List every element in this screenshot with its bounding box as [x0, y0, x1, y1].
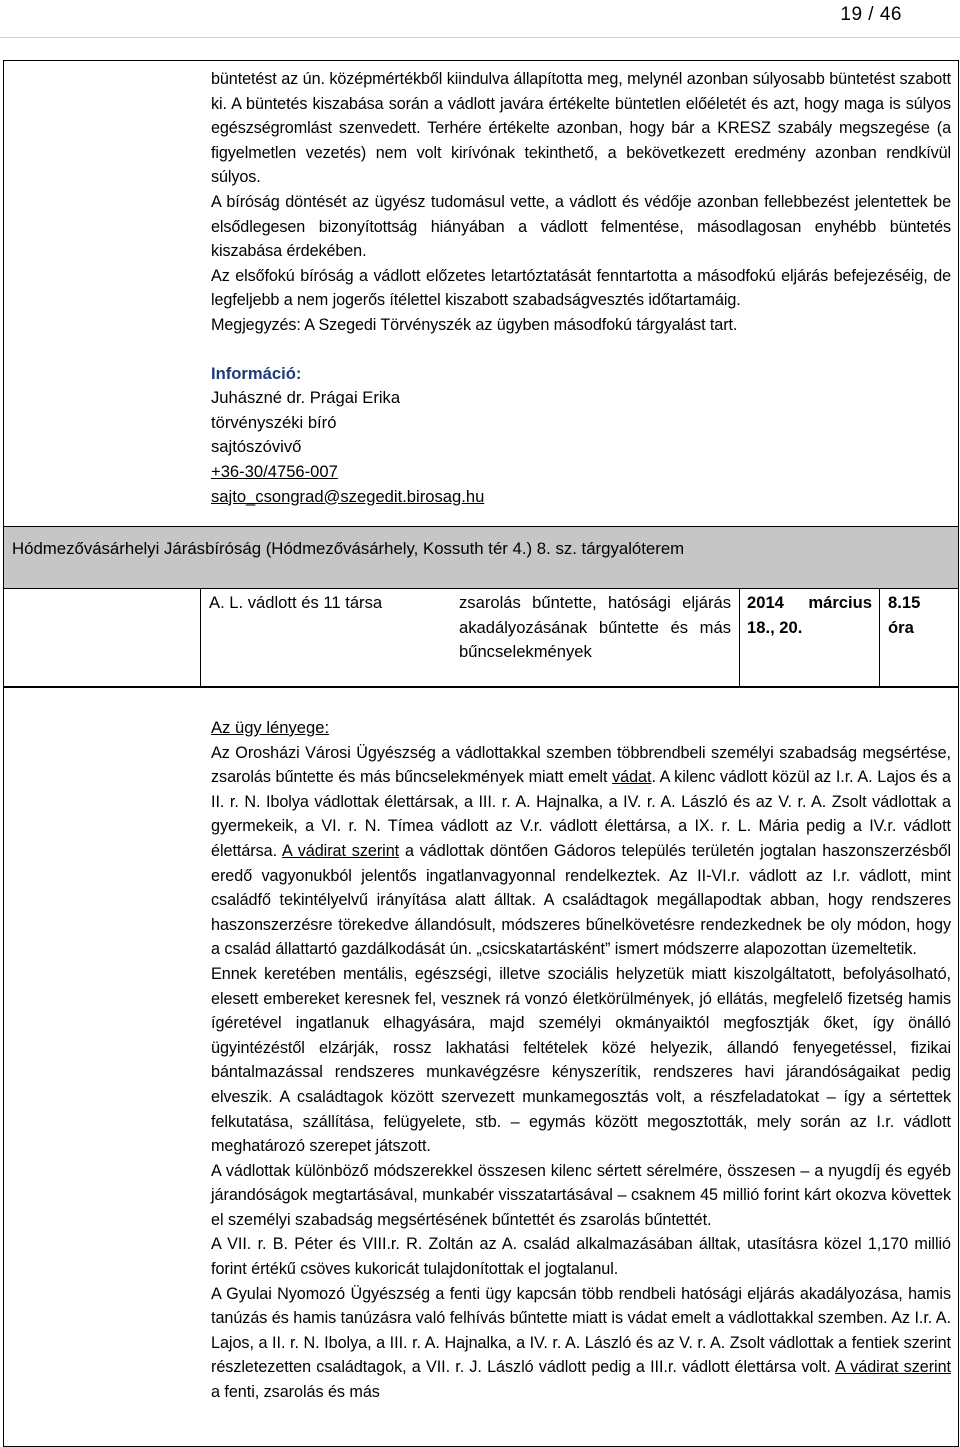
indictment-link[interactable]: A vádirat szerint [282, 841, 400, 860]
case-date: 2014 március 18., 20. [747, 593, 872, 637]
contact-name: Juhászné dr. Prágai Erika [211, 388, 401, 408]
previous-case-content [211, 67, 951, 509]
paragraph: büntetést az ún. középmértékből kiindulva állapította meg, melynél azonban súlyosabb büntetést szabott ki. A büntetés kiszabása során a vádlott javára értékelte büntetlen előéletét és azt, hogy maga is súlyos egészségromlást szenvedett. Terhére értékelte azonban, hogy bár a KRESZ szabály megszegése (a figyelmetlen vezetés) nem volt kirívónak tekinthető, a bekövetkezett eredmény azonban rendkívül súlyos. [211, 70, 951, 187]
case-time: 8.15 óra [888, 593, 921, 637]
indictment-link[interactable]: A vádirat szerint [835, 1358, 952, 1377]
paragraph: A vádlottak különböző módszerekkel összesen kilenc sértett sérelmére, összesen – a nyugdíj és egyéb járandóságok megtartásával, munkabér visszatartásával – csaknem 45 millió forint kárt okozva követtek el személyi szabadság megsértésének bűntettét és zsarolás bűntettét. [211, 1161, 951, 1229]
phone-link[interactable]: +36-30/4756-007 [211, 461, 338, 481]
note-paragraph: Megjegyzés: A Szegedi Törvényszék az ügyben másodfokú tárgyalást tart. [211, 315, 738, 334]
case-charges: zsarolás bűntette, hatósági eljárás akadályozásának bűntette és más bűncselekmények [459, 593, 731, 661]
text-run: Az Orosházi Városi Ügyészség a vádlottakkal szemben többrendbeli személyi szabadság megsértése, zsarolás bűntette és más bűncselekmények miatt emelt [211, 743, 951, 787]
column-divider [739, 589, 740, 686]
court-header [3, 527, 959, 589]
court-title: Hódmezővásárhelyi Járásbíróság (Hódmezővásárhely, Kossuth tér 4.) 8. sz. tárgyalóterem [12, 539, 685, 558]
info-heading: Információ: [211, 363, 302, 383]
case-row [3, 589, 959, 687]
paragraph [211, 1282, 951, 1405]
page-number: 19 / 46 [840, 4, 902, 25]
email-link[interactable]: sajto_csongrad@szegedit.birosag.hu [211, 486, 485, 506]
paragraph: A bíróság döntését az ügyész tudomásul vette, a vádlott és védője azonban fellebbezést jelentettek be elsődlegesen bizonyítottság hiányában a vádlott felmentése, másodlagosan enyhébb büntetés kiszabása érdekében. [211, 192, 951, 261]
description-heading: Az ügy lényege: [211, 718, 330, 737]
text-run: a vádlottak döntően Gádoros település területén jogtalan haszonszerzésből eredő vagyonukból jelentős ingatlanvagyonnal rendelkeztek. Az II-VI.r. vádlott az I.r. vádlott, mint családfő tekintélyelvű irányítása alatt álltak. A családtagok megállapodtak abban, hogy rendszeres haszonszerzésre törekedve állandósult, módszeres bűnelkövetésre rendezkednek be oly módon, hogy a család állattartó gazdálkodását ún. „csicskatartásként” ismert módszerre alapozottan üzemeltetik. [211, 841, 951, 959]
text-run: a fenti, zsarolás és más [211, 1383, 380, 1402]
paragraph: Az elsőfokú bíróság a vádlott előzetes letartóztatását fenntartotta a másodfokú eljárás befejezéséig, de legfeljebb a nem jogerős ítélettel kiszabott szabadságvesztés időtartamáig. [211, 266, 951, 310]
paragraph: A VII. r. B. Péter és VIII.r. R. Zoltán az A. család alkalmazásában álltak, utasításra közel 1,170 millió forint értékű csöves kukoricát tulajdonítottak el jogtalanul. [211, 1235, 951, 1279]
case-description [211, 716, 951, 1405]
case-description-box [3, 687, 959, 1447]
text-run: A Gyulai Nyomozó Ügyészség a fenti ügy kapcsán több rendbeli hatósági eljárás akadályozása, hamis tanúzás és hamis tanúzásra való felhívás bűntette miatt is vádat emelt a vádlottakkal szemben. Az I.r. A. Lajos, a II. r. N. Ibolya, a III. r. A. Hajnalka, a IV. r. A. László és az V. r. A. Zsolt vádlottak a fentiek szerint részletezetten családtagok, a VII. r. J. László vádlott pedig a III.r. vádlott élettársa volt. [211, 1284, 951, 1377]
previous-case-box [3, 60, 959, 527]
column-divider [879, 589, 880, 686]
column-divider [200, 589, 201, 686]
contact-role: törvényszéki bíró [211, 412, 337, 432]
contact-info [211, 362, 951, 510]
text-run: . A kilenc vádlott közül az I.r. A. Lajos és a II. r. N. Ibolya vádlottak élettársak, a III. r. A. Hajnalka, a IV. r. A. László és az V. r. A. Zsolt vádlottak a gyermekeik, a VI. r. N. Tímea vádlott az V.r. vádlott élettársa, a IX. r. L. Mária pedig a IV.r. vádlott élettársa. [211, 768, 951, 860]
indictment-link[interactable]: vádat [612, 768, 652, 787]
contact-role: sajtószóvivő [211, 437, 302, 457]
paragraph: Ennek keretében mentális, egészségi, illetve szociális helyzetük miatt kiszolgáltatott, befolyásolható, elesett embereket keresnek fel, vesznek rá vonzó életkörülmények, jó ellátás, megfelelő fizetség hamis ígéretével ingatlanuk elhagyására, majd személyi okmányaiktól megfosztják őket, így önálló ügyintézéstől elzárják, rossz lakhatási feltételek közé helyezik, állandó fenyegetéssel, fizikai bántalmazással rendszeres munkavégzésre kényszerítik, rendszeres havi járandóságaikat pedig elveszik. A családtagok között szervezett munkamegosztás volt, a részfeladatokat – így a sértettek felkutatása, szállítása, felügyelete, stb. – egymás között megosztották, mely során az I.r. vádlott meghatározó szerepet játszott. [211, 964, 951, 1156]
case-defendants: A. L. vádlott és 11 társa [209, 593, 383, 612]
header-divider [0, 37, 960, 38]
paragraph [211, 741, 951, 962]
